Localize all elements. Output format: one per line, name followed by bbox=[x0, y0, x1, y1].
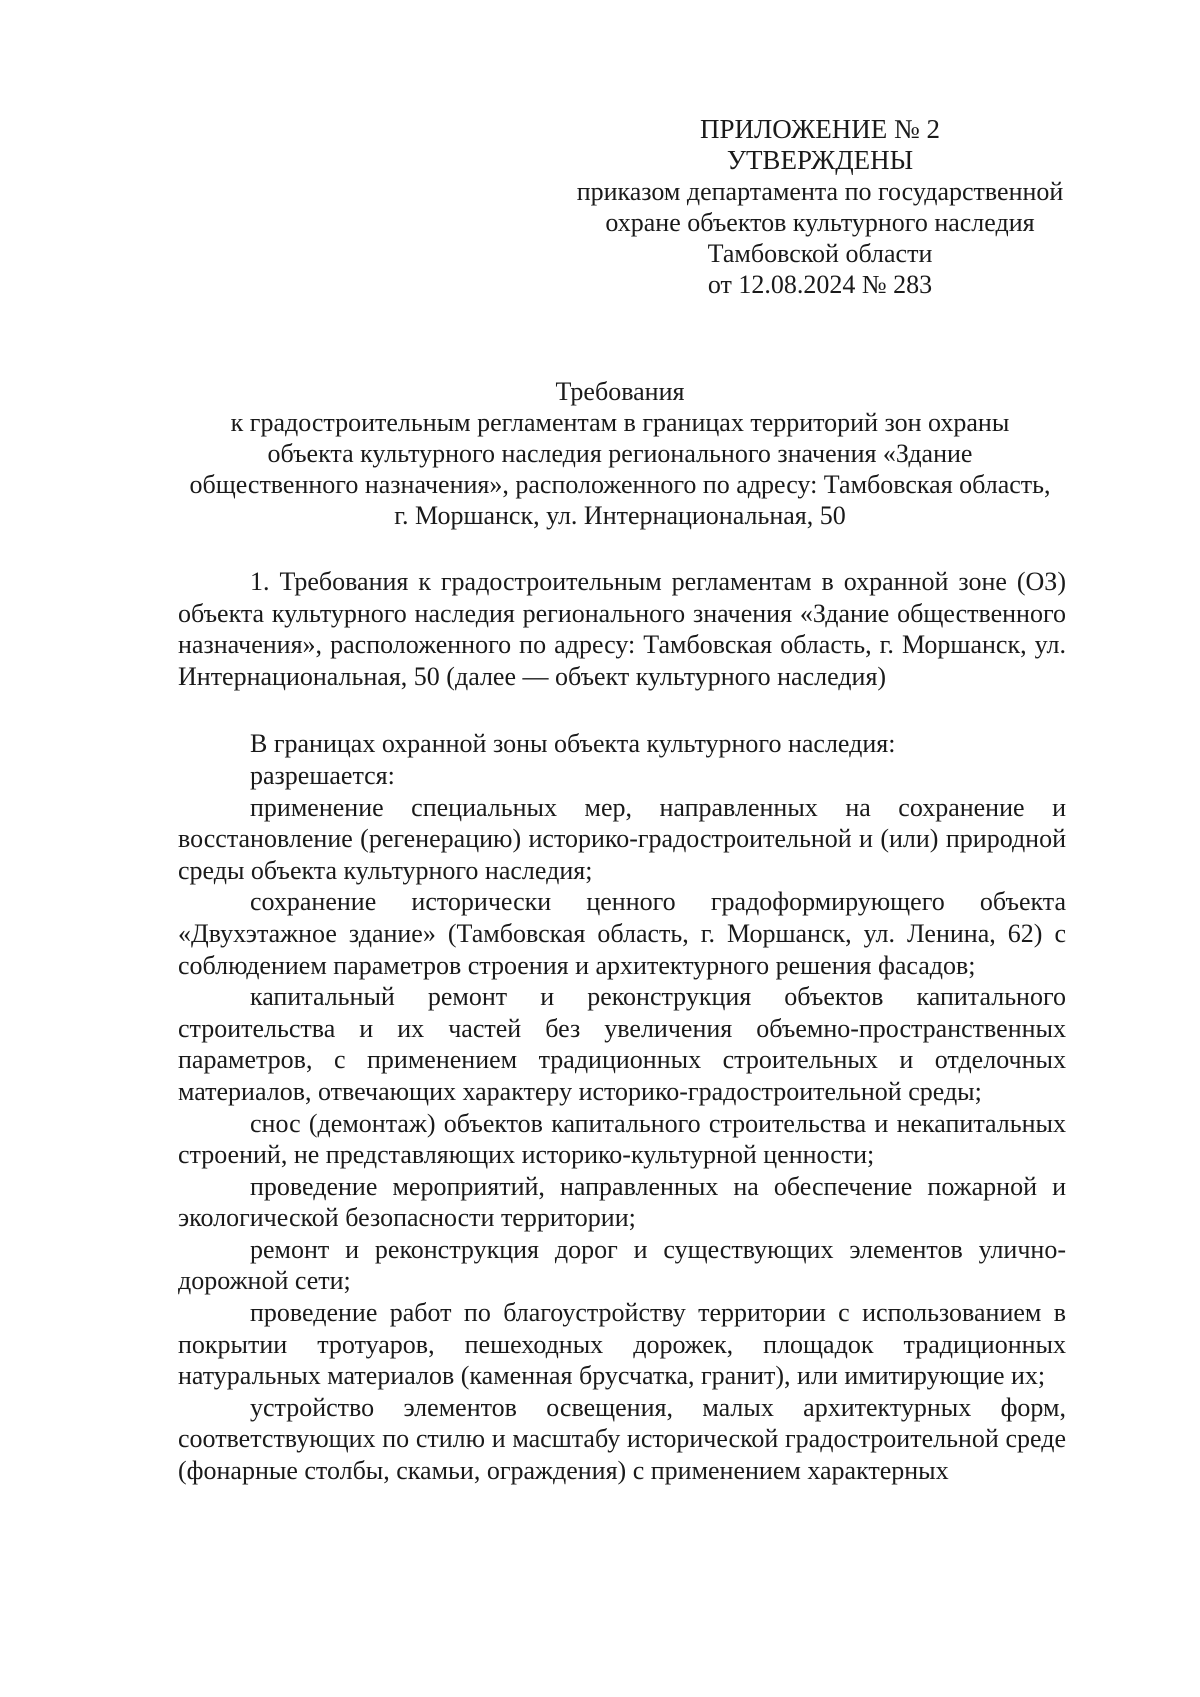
list-item: капитальный ремонт и реконструкция объектов капитального строительства и их частей без увеличения объемно-пространственных параметров, с применением традиционных строительных и отделочных материалов, отвечающих характеру историко-градостроительной среды; bbox=[178, 982, 1066, 1106]
list-item: проведение работ по благоустройству территории с использованием в покрытии тротуаров, пешеходных дорожек, площадок традиционных натуральных материалов (каменная брусчатка, гранит), или имитирующие их; bbox=[178, 1298, 1066, 1391]
list-item: сохранение исторически ценного градоформирующего объекта «Двухэтажное здание» (Тамбовская область, г. Моршанск, ул. Ленина, 62) с соблюдением параметров строения и архитектурного решения фасадов; bbox=[178, 887, 1066, 980]
document-body bbox=[178, 566, 1066, 1487]
list-item: снос (демонтаж) объектов капитального строительства и некапитальных строений, не представляющих историко-культурной ценности; bbox=[178, 1108, 1066, 1170]
order-line-2: охране объектов культурного наследия bbox=[605, 208, 1035, 237]
list-item: ремонт и реконструкция дорог и существующих элементов улично-дорожной сети; bbox=[178, 1234, 1066, 1296]
order-line-3: Тамбовской области bbox=[707, 239, 933, 268]
title-line-1: к градостроительным регламентам в границах территорий зон охраны bbox=[230, 408, 1010, 437]
zone-intro: В границах охранной зоны объекта культурного наследия: bbox=[250, 729, 896, 759]
section-1-heading: 1. Требования к градостроительным регламентам в охранной зоне (ОЗ) объекта культурного наследия регионального значения «Здание общественного назначения», расположенного по адресу: Тамбовская область, г. Моршанск, ул. Интернациональная, 50 (далее — объект культурного наследия) bbox=[178, 567, 1066, 691]
appendix-number: ПРИЛОЖЕНИЕ № 2 bbox=[699, 114, 941, 144]
appendix-header bbox=[560, 114, 1080, 300]
approved-label: УТВЕРЖДЕНЫ bbox=[726, 145, 914, 175]
order-line-1: приказом департамента по государственной bbox=[576, 177, 1064, 206]
list-item: проведение мероприятий, направленных на обеспечение пожарной и экологической безопасности территории; bbox=[178, 1171, 1066, 1233]
document-title bbox=[170, 376, 1070, 531]
title-heading: Требования bbox=[555, 377, 685, 406]
list-item: применение специальных мер, направленных на сохранение и восстановление (регенерацию) историко-градостроительной и (или) природной среды объекта культурного наследия; bbox=[178, 792, 1066, 885]
title-line-2: объекта культурного наследия регионального значения «Здание bbox=[267, 439, 973, 468]
allowed-label: разрешается: bbox=[250, 760, 395, 790]
order-date: от 12.08.2024 № 283 bbox=[707, 270, 933, 299]
title-line-3: общественного назначения», расположенного по адресу: Тамбовская область, bbox=[189, 470, 1051, 499]
title-line-4: г. Моршанск, ул. Интернациональная, 50 bbox=[394, 501, 846, 530]
list-item: устройство элементов освещения, малых архитектурных форм, соответствующих по стилю и масштабу исторической градостроительной среде (фонарные столбы, скамьи, ограждения) с применением характерных bbox=[178, 1392, 1066, 1486]
